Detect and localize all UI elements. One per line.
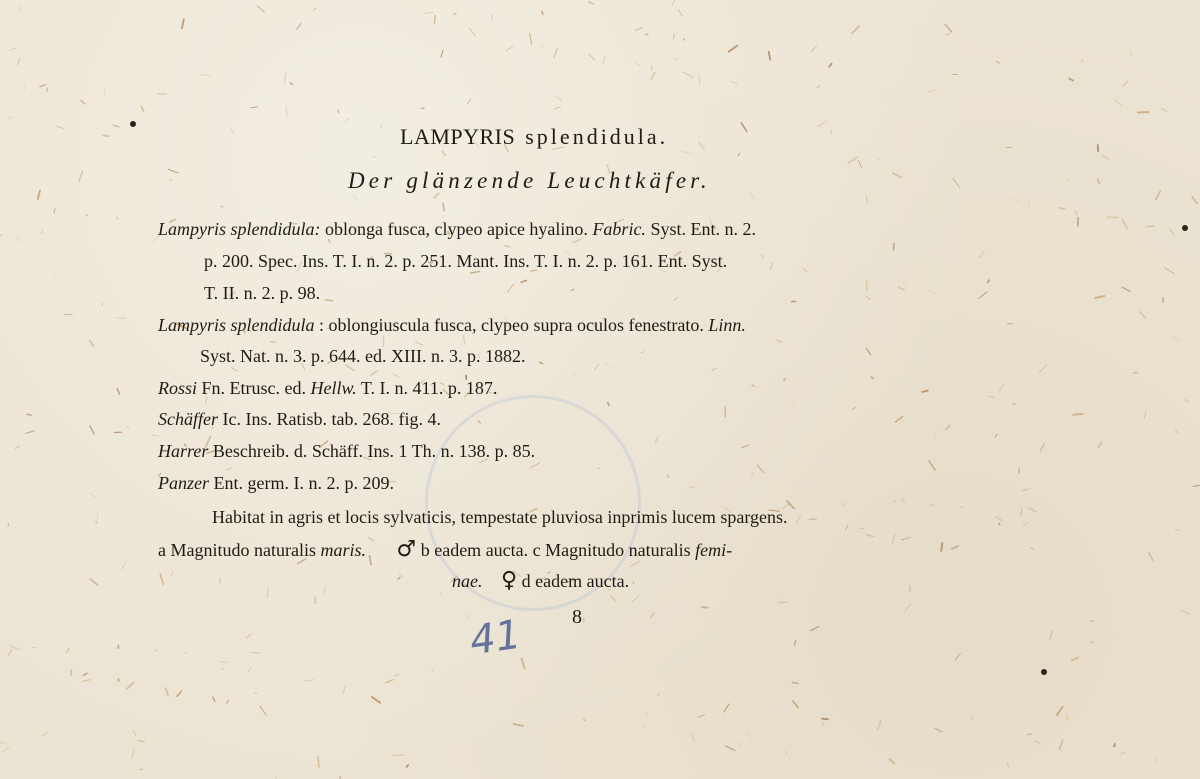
reference-text: Ent. germ. I. n. 2. p. 209. [209,473,394,493]
reference-text: p. 200. Spec. Ins. T. I. n. 2. p. 251. Mant. Ins. T. I. n. 2. p. 161. Ent. Syst. [204,251,728,271]
reference-author: Harrer [158,441,209,461]
reference-line [158,408,441,430]
reference-author: Rossi [158,378,198,398]
reference-text: T. I. n. 411. p. 187. [356,378,498,398]
reference-text: Syst. Ent. n. 2. [645,219,756,239]
title-genus: LAMPYRIS [400,124,516,149]
legend-sex-label: femi- [695,540,733,560]
reference-line [158,377,497,399]
page-title [400,124,668,150]
reference-text: Ic. Ins. Ratisb. tab. 268. fig. 4. [218,409,441,429]
legend-sex-label: nae. [452,571,483,591]
reference-line [158,472,394,494]
legend-text: a Magnitudo naturalis [158,540,321,560]
male-symbol-icon: ♂ [396,537,417,562]
reference-text: oblonga fusca, clypeo apice hyalino. [320,219,593,239]
reference-text: : oblongiuscula fusca, clypeo supra oculos fenestrato. [314,315,709,335]
reference-line [158,314,746,336]
reference-text: Fn. Etrusc. ed. [197,378,311,398]
page-subtitle: Der glänzende Leuchtkäfer. [348,168,711,193]
reference-author: Hellw. [310,378,357,398]
reference-author: Fabric. [592,219,646,239]
figure-legend-line [452,570,629,592]
reference-author: Panzer [158,473,209,493]
pencil-annotation: 41 [467,611,524,665]
reference-author: Lampyris splendidula: [158,219,321,239]
legend-text: d eadem aucta. [517,571,630,591]
reference-author: Linn. [708,315,746,335]
habitat-text: Habitat in agris et locis sylvaticis, tempestate pluviosa inprimis lucem spargens. [212,507,788,527]
reference-text: Syst. Nat. n. 3. p. 644. ed. XIII. n. 3. p. 1882. [200,346,526,366]
title-species: splendidula. [525,124,669,149]
legend-text: b eadem aucta. c Magnitudo naturalis [416,540,696,560]
page-number: 8 [572,606,582,628]
reference-line [204,282,320,304]
reference-line [158,440,535,462]
reference-author: Lampyris splendidula [158,315,315,335]
figure-legend-line [158,539,732,561]
reference-text: T. II. n. 2. p. 98. [204,283,321,303]
reference-author: Schäffer [158,409,218,429]
reference-line [200,345,525,367]
female-symbol-icon: ♀ [501,568,518,593]
reference-text: Beschreib. d. Schäff. Ins. 1 Th. n. 138. p. 85. [208,441,536,461]
reference-line [158,218,756,240]
reference-line [204,250,727,272]
legend-sex-label: maris. [320,540,366,560]
